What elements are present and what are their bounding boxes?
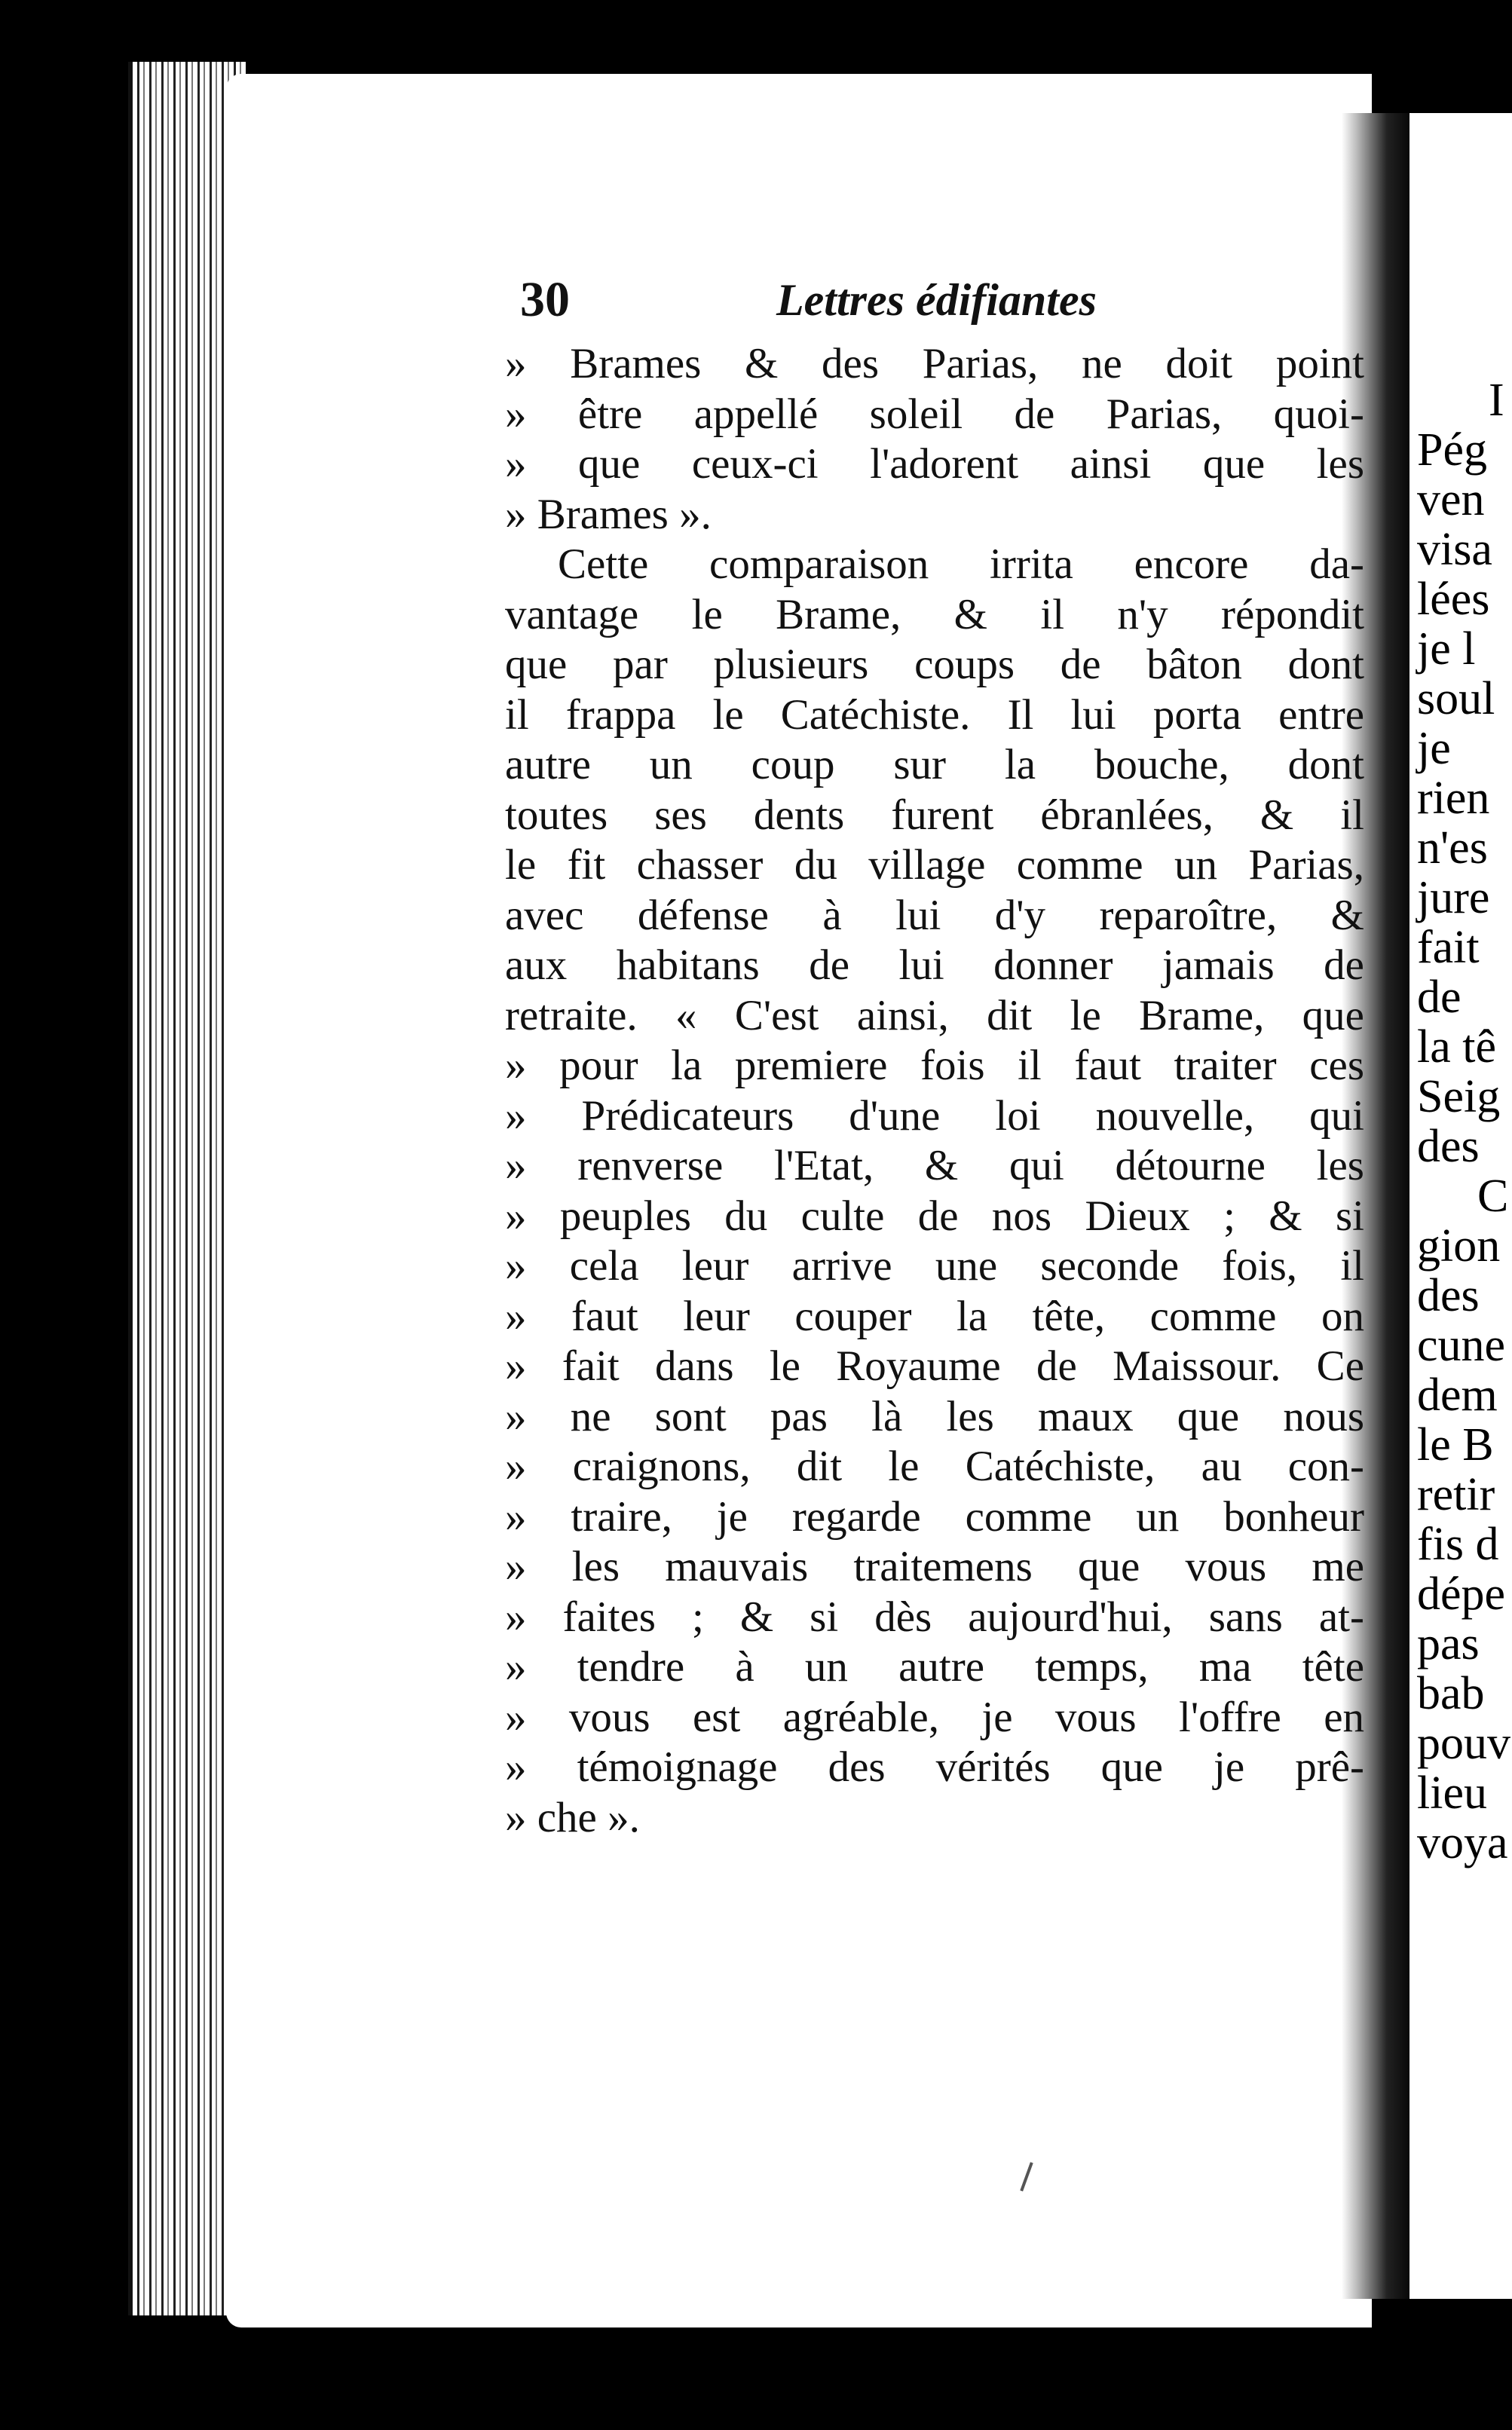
next-page-fragment: lieu xyxy=(1417,1767,1487,1819)
text-line: » fait dans le Royaume de Maissour. Ce xyxy=(505,1342,1364,1390)
text-line: » cela leur arrive une seconde fois, il xyxy=(505,1242,1364,1290)
next-page-fragment: ven xyxy=(1417,474,1485,525)
next-page-fragment: n'es xyxy=(1417,822,1488,874)
text-line: » traire, je regarde comme un bonheur xyxy=(505,1492,1364,1541)
next-page-fragment: retir xyxy=(1417,1469,1495,1520)
text-line: » faut leur couper la tête, comme on xyxy=(505,1292,1364,1340)
next-page-fragment: rien xyxy=(1417,773,1490,824)
text-line: le fit chasser du village comme un Parias, xyxy=(505,841,1364,889)
body-text xyxy=(505,339,1364,1843)
text-line: » pour la premiere fois il faut traiter ces xyxy=(505,1042,1364,1089)
next-page-fragment: cune xyxy=(1417,1320,1506,1371)
next-page-fragment: le B xyxy=(1417,1419,1494,1471)
running-title: Lettres édifiantes xyxy=(776,275,1097,325)
next-page-fragment: lées xyxy=(1417,574,1490,625)
text-line: retraite. « C'est ainsi, dit le Brame, que xyxy=(505,991,1364,1039)
text-line: » Prédicateurs d'une loi nouvelle, qui xyxy=(505,1091,1364,1140)
next-page-fragment: visa xyxy=(1417,524,1492,575)
next-page-fragment: dépe xyxy=(1417,1568,1506,1620)
text-line: que par plusieurs coups de bâton dont xyxy=(505,641,1364,688)
text-line: autre un coup sur la bouche, dont xyxy=(505,741,1364,788)
text-line: » craignons, dit le Catéchiste, au con- xyxy=(505,1443,1364,1490)
text-line: » les mauvais traitemens que vous me xyxy=(505,1543,1364,1590)
text-line: » que ceux-ci l'adorent ainsi que les xyxy=(505,440,1364,488)
next-page-fragment: fis d xyxy=(1417,1519,1499,1570)
next-page-fragment: pouv xyxy=(1417,1718,1510,1769)
next-page-fragment: I xyxy=(1489,375,1504,426)
next-page-fragment: la tê xyxy=(1417,1021,1496,1073)
next-page-fragment: fait xyxy=(1417,922,1480,973)
text-line: Cette comparaison irrita encore da- xyxy=(558,540,1364,588)
next-page-fragment: je l xyxy=(1417,623,1476,675)
text-line: il frappa le Catéchiste. Il lui porta entre xyxy=(505,690,1364,739)
text-line: aux habitans de lui donner jamais de xyxy=(505,941,1364,989)
text-line: vantage le Brame, & il n'y répondit xyxy=(505,590,1364,638)
next-page-fragment: jure xyxy=(1417,872,1490,923)
text-line: » renverse l'Etat, & qui détourne les xyxy=(505,1142,1364,1189)
next-page-fragment: de xyxy=(1417,972,1461,1023)
next-page-fragment: je xyxy=(1417,723,1451,774)
next-page-fragment: soul xyxy=(1417,673,1495,724)
next-page-fragment: Pég xyxy=(1417,424,1487,476)
text-line: » faites ; & si dès aujourd'hui, sans at- xyxy=(505,1593,1364,1641)
text-line: » vous est agréable, je vous l'offre en xyxy=(505,1693,1364,1741)
next-page-fragment: bab xyxy=(1417,1668,1485,1719)
next-page-fragment: gion xyxy=(1417,1220,1501,1272)
next-page-fragment: des xyxy=(1417,1270,1480,1321)
next-page-fragment: pas xyxy=(1417,1618,1480,1669)
page-header xyxy=(520,271,1364,339)
text-line: avec défense à lui d'y reparoître, & xyxy=(505,891,1364,939)
text-line: » être appellé soleil de Parias, quoi- xyxy=(505,390,1364,438)
next-page-fragment: Seig xyxy=(1417,1071,1501,1122)
next-page-fragment: C xyxy=(1477,1171,1509,1222)
page-number: 30 xyxy=(520,272,570,327)
text-line: » témoignage des vérités que je prê- xyxy=(505,1743,1364,1791)
text-line: » peuples du culte de nos Dieux ; & si xyxy=(505,1192,1364,1240)
text-line: » tendre à un autre temps, ma tête xyxy=(505,1643,1364,1691)
text-line: toutes ses dents furent ébranlées, & il xyxy=(505,791,1364,839)
text-line: » ne sont pas là les maux que nous xyxy=(505,1392,1364,1440)
text-line: » che ». xyxy=(505,1793,640,1841)
text-line: » Brames & des Parias, ne doit point xyxy=(505,340,1364,387)
next-page-fragment: des xyxy=(1417,1121,1480,1172)
next-page-fragment: dem xyxy=(1417,1370,1498,1421)
next-page-fragment: voya xyxy=(1417,1817,1508,1868)
text-line: » Brames ». xyxy=(505,490,712,538)
